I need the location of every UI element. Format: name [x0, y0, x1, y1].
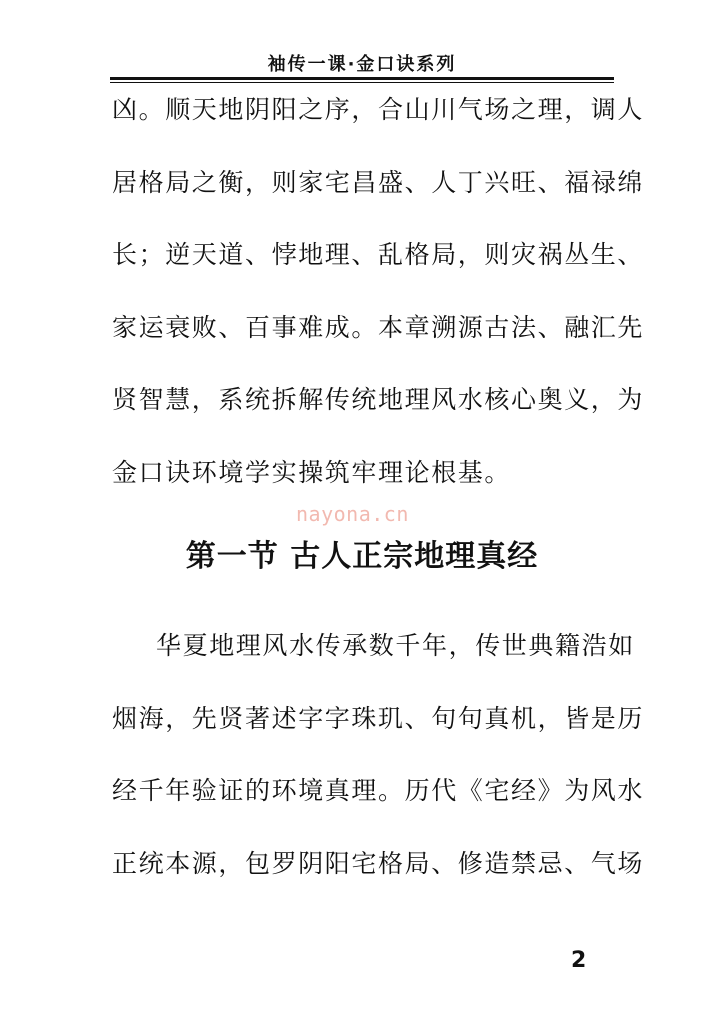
text-line: 居格局之衡，则家宅昌盛、人丁兴旺、福禄绵 [112, 167, 645, 197]
body-text-top [112, 90, 645, 525]
header-rule-thick [110, 77, 614, 80]
text-line: 家运衰败、百事难成。本章溯源古法、融汇先 [112, 312, 645, 342]
page-number: 2 [571, 948, 587, 973]
text-line: 烟海，先贤著述字字珠玑、句句真机，皆是历 [112, 703, 645, 733]
header-rule-thin [110, 82, 614, 83]
text-line: 贤智慧，系统拆解传统地理风水核心奥义，为 [112, 385, 645, 414]
body-text-bottom [112, 626, 645, 916]
watermark-text: nayona.cn [296, 502, 409, 526]
text-line-first-indented: 华夏地理风水传承数千年，传世典籍浩如 [156, 631, 635, 660]
running-header-title: 袖传一课·金口诀系列 [267, 54, 457, 75]
text-line: 凶。顺天地阴阳之序，合山川气场之理，调人 [112, 95, 645, 124]
text-line: 正统本源，包罗阴阳宅格局、修造禁忌、气场 [112, 848, 645, 878]
text-line: 长；逆天道、悖地理、乱格局，则灾祸丛生、 [112, 240, 645, 269]
text-line: 经千年验证的环境真理。历代《宅经》为风水 [112, 776, 645, 805]
section-heading: 第一节 古人正宗地理真经 [185, 539, 539, 574]
text-line: 金口诀环境学实操筑牢理论根基。 [112, 457, 512, 487]
